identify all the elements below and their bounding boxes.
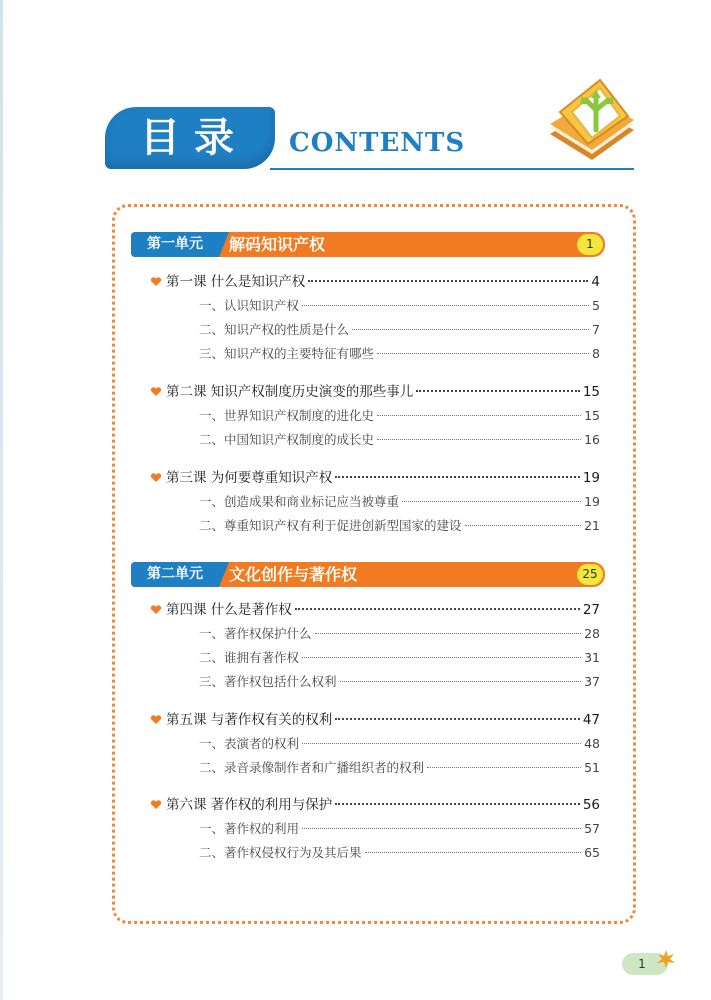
toc-page-number: 51 xyxy=(584,760,600,775)
toc-page-number: 16 xyxy=(584,432,600,447)
toc-lesson-3[interactable] xyxy=(150,468,600,488)
dot-leader xyxy=(402,501,581,502)
toc-lesson-title: 第二课 知识产权制度历史演变的那些事儿 xyxy=(166,384,414,400)
dot-leader xyxy=(335,803,580,805)
heart-bullet-icon xyxy=(150,387,162,397)
dot-leader xyxy=(308,280,588,282)
dot-leader xyxy=(427,767,581,768)
unit-bar-1[interactable] xyxy=(131,232,605,257)
toc-section-title: 一、著作权的利用 xyxy=(199,821,300,836)
toc-section[interactable] xyxy=(199,624,600,644)
toc-section-title: 一、世界知识产权制度的进化史 xyxy=(199,408,375,423)
dot-leader xyxy=(377,415,581,416)
toc-page-number: 7 xyxy=(592,322,600,337)
heart-bullet-icon xyxy=(150,473,162,483)
unit-page-badge: 1 xyxy=(577,234,603,255)
toc-section[interactable] xyxy=(199,672,600,692)
toc-lesson-4[interactable] xyxy=(150,600,600,620)
heart-bullet-icon xyxy=(150,605,162,615)
toc-section-title: 二、知识产权的性质是什么 xyxy=(199,322,350,337)
toc-section[interactable] xyxy=(199,648,600,668)
toc-section-title: 一、表演者的权利 xyxy=(199,736,300,751)
toc-section-title: 二、谁拥有著作权 xyxy=(199,650,300,665)
toc-section[interactable] xyxy=(199,843,600,863)
toc-lesson-6[interactable] xyxy=(150,795,600,815)
toc-page-number: 4 xyxy=(591,274,600,290)
unit-page-badge: 25 xyxy=(577,564,603,585)
toc-section-title: 一、著作权保护什么 xyxy=(199,626,312,641)
toc-lesson-title: 第六课 著作权的利用与保护 xyxy=(166,797,333,813)
toc-section-title: 二、尊重知识产权有利于促进创新型国家的建设 xyxy=(199,518,462,533)
toc-section[interactable] xyxy=(199,758,600,778)
toc-lesson-5[interactable] xyxy=(150,710,600,730)
dot-leader xyxy=(340,681,582,682)
toc-section-title: 一、创造成果和商业标记应当被尊重 xyxy=(199,494,400,509)
dot-leader xyxy=(315,633,582,634)
toc-page-number: 15 xyxy=(582,384,600,400)
toc-section[interactable] xyxy=(199,492,600,512)
unit-bar-2[interactable] xyxy=(131,562,605,587)
toc-page-number: 15 xyxy=(584,408,600,423)
toc-lesson-title: 第一课 什么是知识产权 xyxy=(166,274,306,290)
toc-section-title: 三、知识产权的主要特征有哪些 xyxy=(199,346,375,361)
toc-section[interactable] xyxy=(199,344,600,364)
toc-section[interactable] xyxy=(199,320,600,340)
dot-leader xyxy=(352,329,589,330)
toc-page-number: 57 xyxy=(584,821,600,836)
toc-section[interactable] xyxy=(199,406,600,426)
toc-section-title: 二、录音录像制作者和广播组织者的权利 xyxy=(199,760,425,775)
toc-section-title: 二、中国知识产权制度的成长史 xyxy=(199,432,375,447)
toc-lesson-title: 第四课 什么是著作权 xyxy=(166,602,292,618)
dot-leader xyxy=(302,657,581,658)
toc-page-number: 21 xyxy=(584,518,600,533)
heart-bullet-icon xyxy=(150,277,162,287)
toc-page-number: 31 xyxy=(584,650,600,665)
toc-page-number: 28 xyxy=(584,626,600,641)
dot-leader xyxy=(377,439,581,440)
toc-section[interactable] xyxy=(199,819,600,839)
toc-section[interactable] xyxy=(199,516,600,536)
toc-section[interactable] xyxy=(199,296,600,316)
toc-section[interactable] xyxy=(199,430,600,450)
title-badge xyxy=(105,107,275,169)
leaf-icon xyxy=(656,949,676,969)
toc-page-number: 5 xyxy=(592,298,600,313)
page-title-english: CONTENTS xyxy=(289,128,466,158)
toc-lesson-1[interactable] xyxy=(150,272,600,292)
dot-leader xyxy=(335,718,580,720)
dot-leader xyxy=(302,828,581,829)
dot-leader xyxy=(377,353,589,354)
toc-page-number: 8 xyxy=(592,346,600,361)
toc-page-number: 65 xyxy=(584,845,600,860)
toc-page-number: 27 xyxy=(582,602,600,618)
book-icon xyxy=(542,72,642,162)
toc-section-title: 三、著作权包括什么权利 xyxy=(199,674,337,689)
dot-leader xyxy=(295,608,580,610)
dot-leader xyxy=(465,525,582,526)
heart-bullet-icon xyxy=(150,715,162,725)
unit-label: 第二单元 xyxy=(131,562,219,587)
unit-title: 解码知识产权 xyxy=(229,235,326,254)
toc-lesson-2[interactable] xyxy=(150,382,600,402)
toc-page-number: 48 xyxy=(584,736,600,751)
toc-section-title: 二、著作权侵权行为及其后果 xyxy=(199,845,362,860)
dot-leader xyxy=(365,852,582,853)
toc-section[interactable] xyxy=(199,734,600,754)
toc-page-number: 47 xyxy=(582,712,600,728)
toc-page-number: 37 xyxy=(584,674,600,689)
dot-leader xyxy=(302,305,589,306)
unit-title: 文化创作与著作权 xyxy=(229,565,358,584)
dot-leader xyxy=(302,743,581,744)
toc-section-title: 一、认识知识产权 xyxy=(199,298,300,313)
dot-leader xyxy=(335,476,580,478)
heart-bullet-icon xyxy=(150,800,162,810)
page-number: 1 xyxy=(638,957,646,971)
title-underline xyxy=(270,168,634,170)
dot-leader xyxy=(416,390,580,392)
toc-lesson-title: 第三课 为何要尊重知识产权 xyxy=(166,470,333,486)
page-title: 目录 xyxy=(140,115,248,161)
toc-lesson-title: 第五课 与著作权有关的权利 xyxy=(166,712,333,728)
toc-page-number: 56 xyxy=(582,797,600,813)
unit-label: 第一单元 xyxy=(131,232,219,257)
toc-page-number: 19 xyxy=(582,470,600,486)
toc-page-number: 19 xyxy=(584,494,600,509)
page-edge xyxy=(0,0,3,1000)
